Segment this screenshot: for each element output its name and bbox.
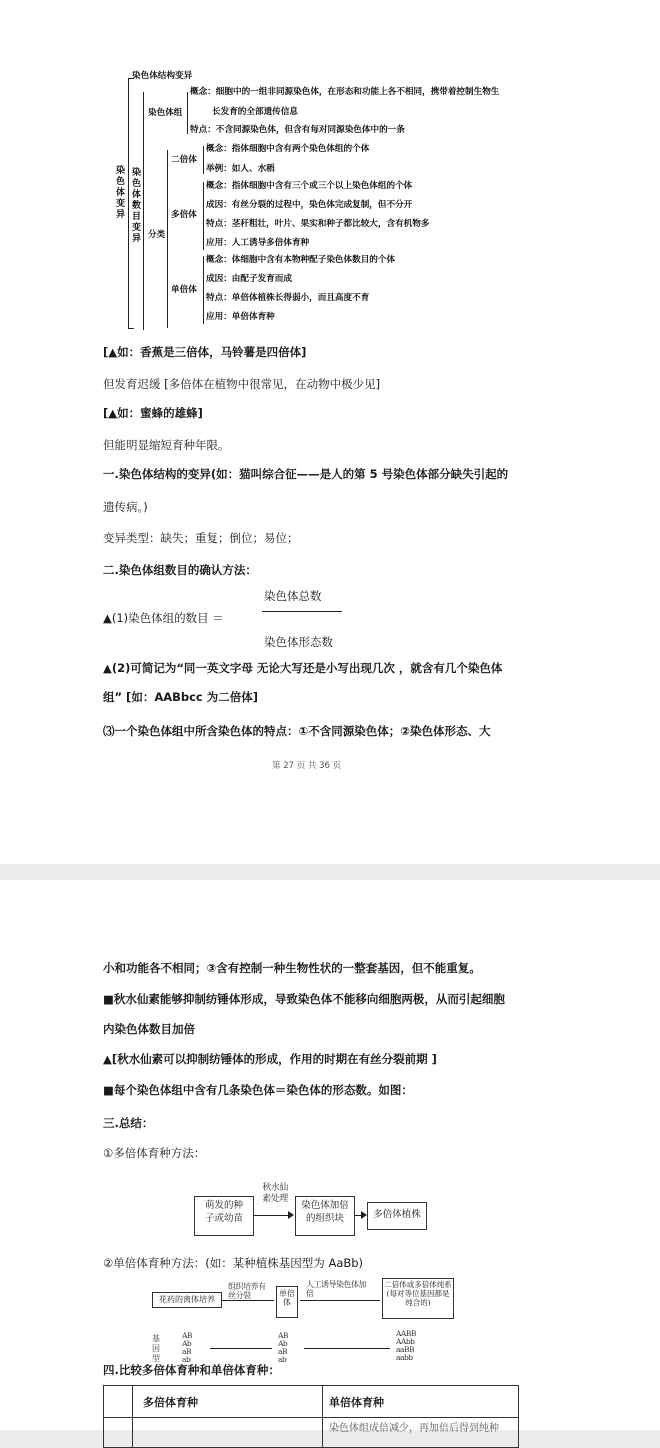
induce-doubling-label: 人工诱导染色体加倍 [306,1280,366,1298]
gene-col1-3: ab [182,1355,191,1364]
colchicine-note-2: ▲[秋水仙素可以抑制纺锤体的形成，作用的时期在有丝分裂前期 ] [103,1052,437,1066]
polyploid-feature: 特点：茎秆粗壮，叶片、果实和种子都比较大，含有机物多 [206,219,430,229]
genotype-col-2 [278,1332,288,1364]
rule-2-line-2: 组” [如：AABbcc 为二倍体] [103,690,259,704]
continued-text: 小和功能各不相同；③含有控制一种生物性状的一整套基因，但不能重复。 [103,961,481,975]
diploid-example: 举例：如人、水稻 [206,164,275,174]
gene-col3-1: AAbb [396,1337,415,1346]
haploid-cause: 成因：由配子发育而成 [206,274,292,284]
section-1-heading-cont: 遗传病。) [103,500,148,514]
text-slow-development: 但发育迟缓 [多倍体在植物中很常见，在动物中极少见] [103,377,381,391]
arrow-label-line2: 素处理 [262,1194,288,1204]
header-polyploid: 多倍体育种 [133,1386,323,1418]
polyploid-label: 多倍体 [171,210,197,220]
structure-variation-label: 染色体结构变异 [132,71,193,81]
gene-col3-2: aaBB [396,1345,414,1354]
group-feature: 特点：不含同源染色体，但含有每对同源染色体中的一条 [190,125,405,135]
gene-col3-0: AABB [396,1329,416,1338]
variation-types: 变异类型：缺失；重复；倒位；易位； [103,531,299,545]
classification-label: 分类 [148,230,166,240]
section-3-heading: 三.总结： [103,1116,154,1130]
page-footer: 第 27 页 共 36 页 [272,761,342,771]
gene-col1-2: aB [182,1347,191,1356]
gene-col2-0: AB [278,1331,288,1340]
tissue-culture-mitosis-label: 组织培养有丝分裂 [228,1282,266,1300]
haploid-feature: 特点：单倍体植株长得弱小，而且高度不育 [206,293,370,303]
tissue-box-line1: 染色体加倍 [301,1200,349,1211]
table-cell [133,1418,323,1448]
gene-col1-1: Ab [182,1339,192,1348]
table-cell-haploid-desc: 染色体组成倍减少，再加倍后得到纯种 [323,1418,519,1448]
gene-col2-2: aB [278,1347,287,1356]
section-2-heading: 二.染色体组数目的确认方法： [103,563,257,577]
colchicine-note-1: ■秋水仙素能够抑制纺锤体形成，导致染色体不能移向细胞两极，从而引起细胞 [103,992,505,1006]
gene-col3-3: aabb [396,1353,413,1362]
section-4-heading: 四.比较多倍体育种和单倍体育种： [103,1363,280,1377]
genotype-col-3 [396,1330,416,1362]
seed-box-line1: 萌发的种 [204,1200,243,1211]
rule-2-line-1: ▲(2)可简记为“同一英文字母 无论大写还是小写出现几次 ，就含有几个染色体 [103,661,503,675]
formula-numerator: 染色体总数 [264,589,322,603]
note-drone-bee: [▲如：蜜蜂的雄蜂] [103,406,203,420]
diagram-root-label: 染色体变异 [116,166,126,220]
rule-3-line: ⑶一个染色体组中所含染色体的特点：①不含同源染色体；②染色体形态、大 [103,724,491,738]
group-count-note: ■每个染色体组中含有几条染色体＝染色体的形态数。如图： [103,1083,413,1097]
polyploid-method-heading: ①多倍体育种方法： [103,1146,206,1160]
colchicine-treatment-label [258,1183,292,1205]
group-concept-cont: 长发育的全部遗传信息 [212,107,298,117]
gene-col2-3: ab [278,1355,287,1364]
polyploid-use: 应用：人工诱导多倍体育种 [206,238,310,248]
haploid-method-heading: ②单倍体育种方法：(如：某种植株基因型为 AaBb) [103,1256,364,1270]
chromosome-group-label: 染色体组 [148,108,183,118]
haploid-box: 单倍体 [276,1286,298,1318]
comparison-table [103,1385,519,1448]
table-cell [104,1418,133,1448]
seed-box-line2: 子或幼苗 [204,1213,243,1224]
header-haploid: 单倍体育种 [323,1386,519,1418]
arrow-head [288,1211,294,1219]
gene-col1-0: AB [182,1331,192,1340]
doubled-tissue-box [295,1196,355,1236]
document-page-28 [0,880,660,1434]
table-corner-cell [104,1386,133,1418]
arrow-label-line1: 秋水仙 [262,1183,288,1193]
anther-culture-box: 花药的离体培养 [152,1292,222,1308]
haploid-concept: 概念：体细胞中含有本物种配子染色体数目的个体 [206,255,396,265]
tissue-box-line2: 的组织块 [305,1213,344,1224]
note-banana: [▲如：香蕉是三倍体，马铃薯是四倍体] [103,345,307,359]
polyploid-cause: 成因：有丝分裂的过程中，染色体完成复制，但不分开 [206,200,413,210]
diploid-label: 二倍体 [171,155,197,165]
text-shorten-years: 但能明显缩短育种年限。 [103,438,230,452]
gene-col2-1: Ab [278,1339,288,1348]
polyploid-concept: 概念：指体细胞中含有三个或三个以上染色体组的个体 [206,181,413,191]
pure-line-box: 二倍体或多倍体纯系(每对等位基因都是纯合的) [382,1278,454,1319]
seed-seedling-box [194,1196,254,1236]
genotype-col-1 [182,1332,192,1364]
haploid-label: 单倍体 [171,285,197,295]
group-concept: 概念：细胞中的一组非同源染色体，在形态和功能上各不相同，携带着控制生物生 [190,87,500,97]
colchicine-note-1-cont: 内染色体数目加倍 [103,1022,195,1036]
polyploid-plant-box: 多倍体植株 [367,1202,427,1230]
formula-left: ▲(1)染色体组的数目 ＝ [103,611,224,625]
number-variation-label: 染色体数目变异 [132,168,142,244]
diploid-concept: 概念：指体细胞中含有两个染色体组的个体 [206,144,370,154]
haploid-use: 应用：单倍体育种 [206,312,275,322]
genotype-label: 基因型 [152,1334,160,1363]
section-1-heading: 一.染色体结构的变异(如：猫叫综合征——是人的第 5 号染色体部分缺失引起的 [103,467,509,481]
formula-denominator: 染色体形态数 [264,635,333,649]
